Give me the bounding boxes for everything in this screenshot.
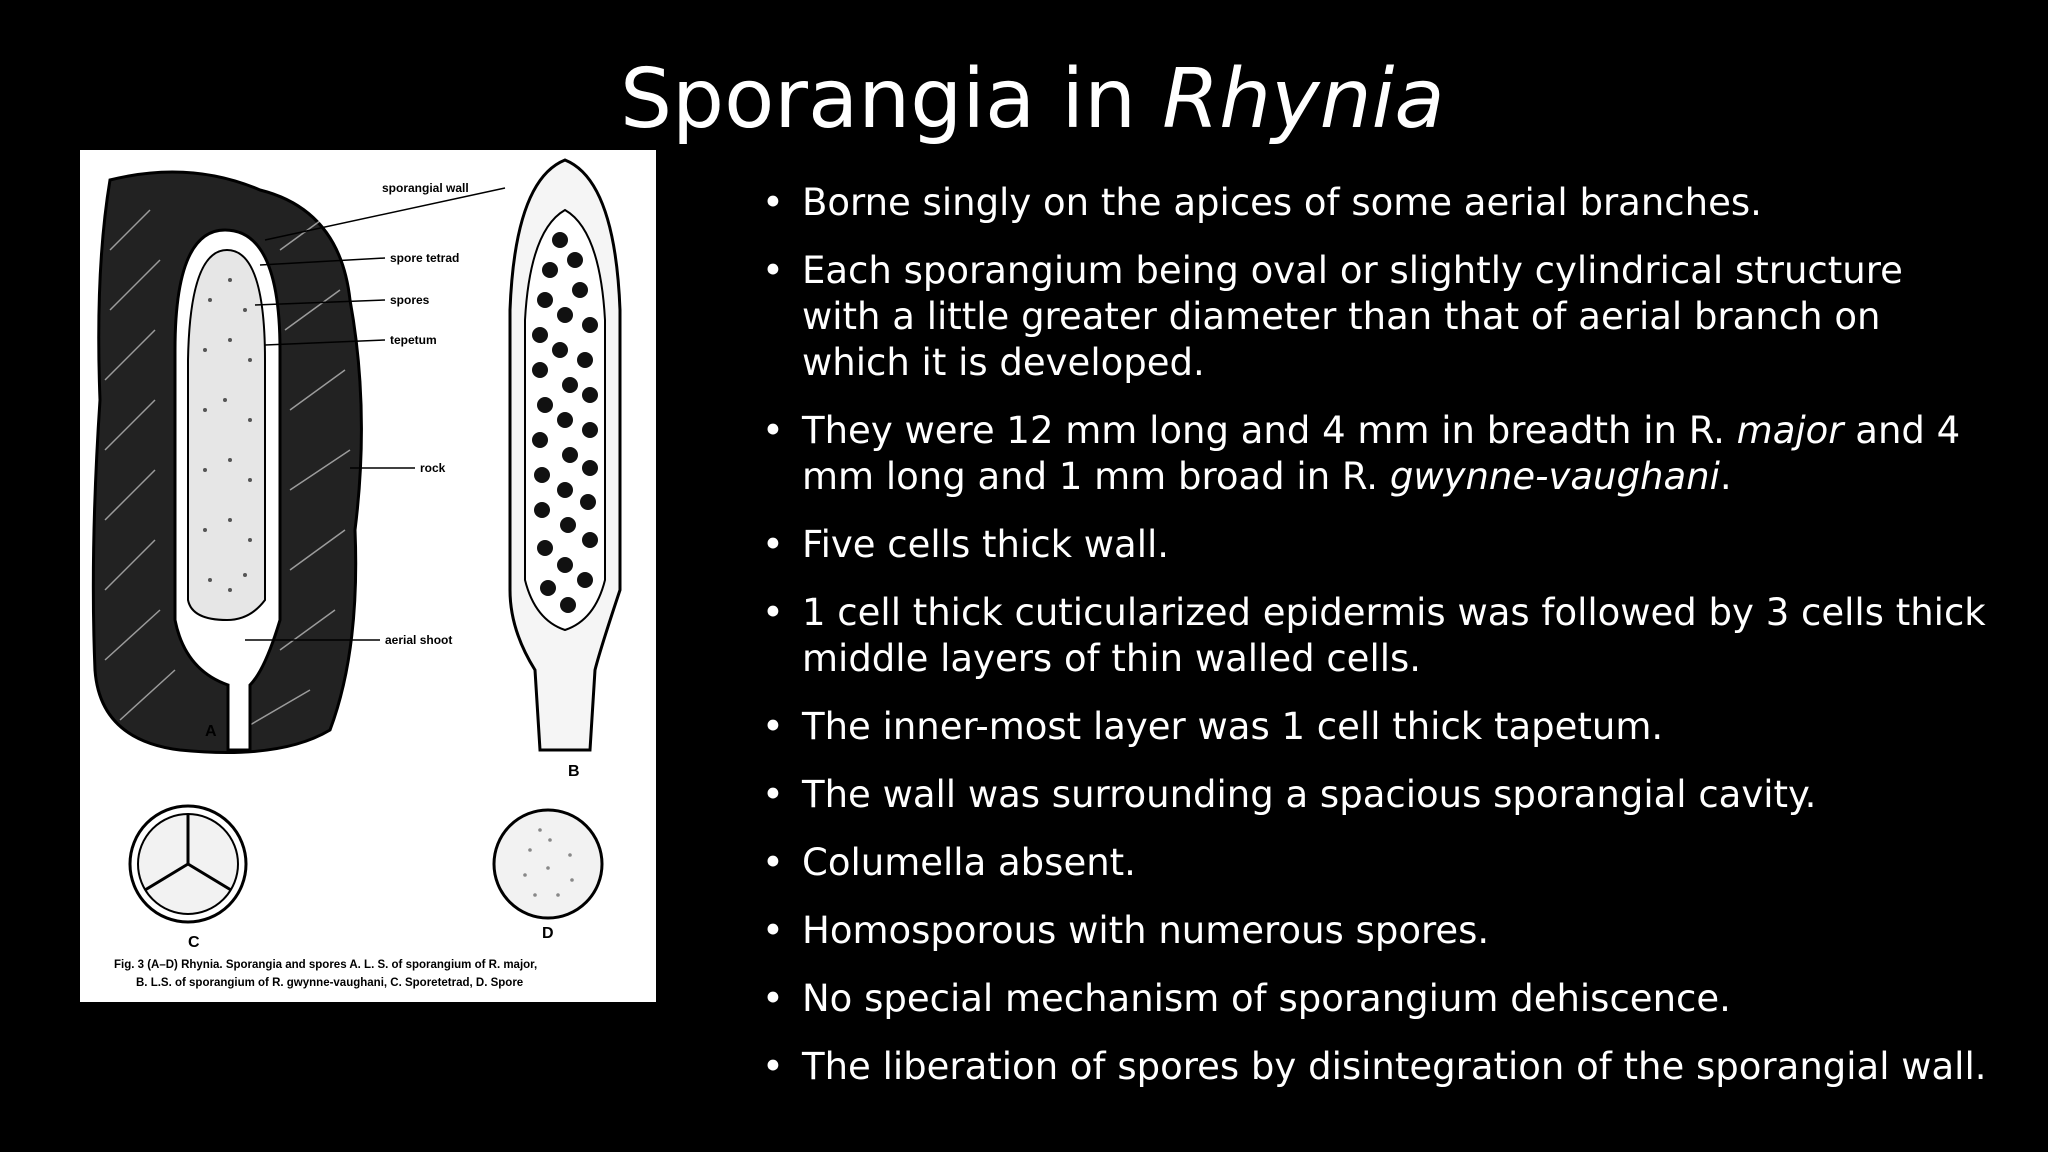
bullet-item: • Homosporous with numerous spores. <box>762 908 1992 954</box>
label-spore-tetrad: spore tetrad <box>390 251 460 265</box>
bullet-item: • 1 cell thick cuticularized epidermis was followed by 3 cells thick middle layers of thin walled cells. <box>762 590 1992 682</box>
bullet-item: • Columella absent. <box>762 840 1992 886</box>
bullet-item: • Borne singly on the apices of some aerial branches. <box>762 180 1992 226</box>
figure-drawing <box>80 150 656 1002</box>
bullet-item: • Each sporangium being oval or slightly cylindrical structure with a little greater diameter than that of aerial branch on which it is developed. <box>762 248 1992 386</box>
bullet-item: • They were 12 mm long and 4 mm in breadth in R. major and 4 mm long and 1 mm broad in R. gwynne-vaughani. <box>762 408 1992 500</box>
label-tepetum: tepetum <box>390 333 437 347</box>
label-a: A <box>205 723 217 740</box>
label-d: D <box>542 925 554 942</box>
bullet-item: • No special mechanism of sporangium dehiscence. <box>762 976 1992 1022</box>
slide-title <box>620 52 1520 147</box>
bullet-item: • The inner-most layer was 1 cell thick tapetum. <box>762 704 1992 750</box>
figure-caption-line-2: B. L.S. of sporangium of R. gwynne-vaughani, C. Sporetetrad, D. Spore <box>136 977 524 989</box>
label-sporangial-wall: sporangial wall <box>382 181 469 195</box>
title-text: Sporangia in <box>620 52 1163 147</box>
figure-caption-line-1: Fig. 3 (A–D) Rhynia. Sporangia and spores A. L. S. of sporangium of R. major, <box>114 959 538 971</box>
label-rock: rock <box>420 461 446 475</box>
label-aerial-shoot: aerial shoot <box>385 633 453 647</box>
bullet-list <box>762 180 1992 1112</box>
label-b: B <box>568 763 580 780</box>
label-spores: spores <box>390 293 430 307</box>
bullet-item: • The wall was surrounding a spacious sporangial cavity. <box>762 772 1992 818</box>
rhynia-sporangia-figure <box>80 150 656 1002</box>
bullet-item: • The liberation of spores by disintegration of the sporangial wall. <box>762 1044 1992 1090</box>
title-italic-genus: Rhynia <box>1162 52 1445 147</box>
label-c: C <box>188 934 200 951</box>
bullet-item: • Five cells thick wall. <box>762 522 1992 568</box>
